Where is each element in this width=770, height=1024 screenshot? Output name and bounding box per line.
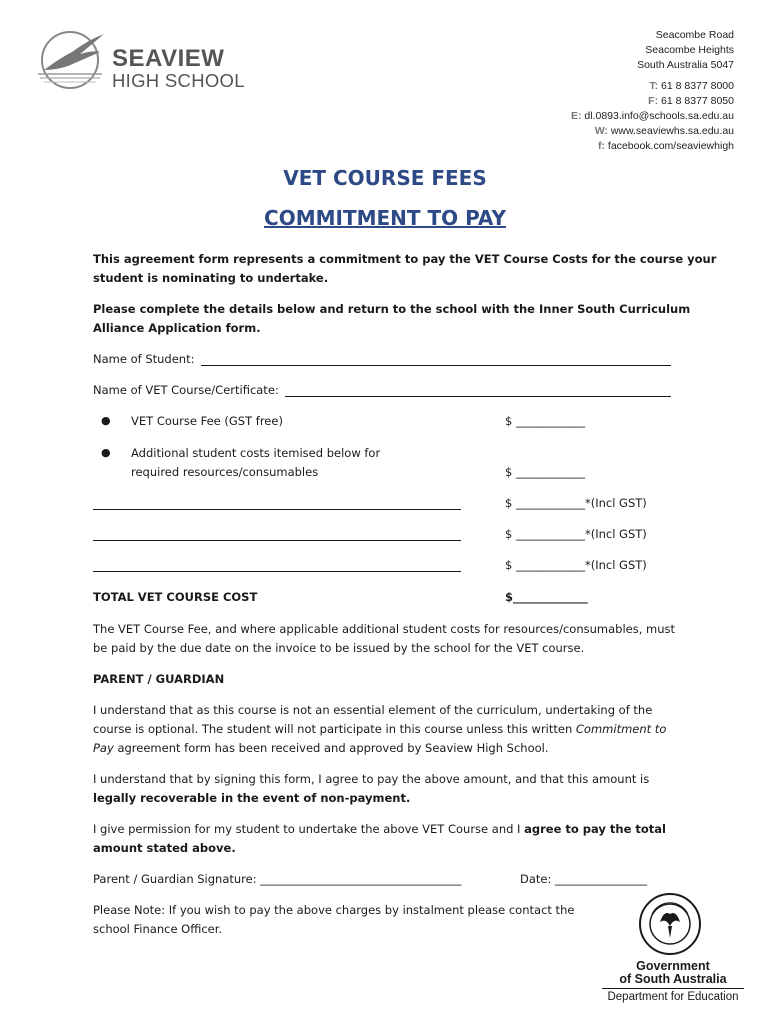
student-name-field[interactable] [201, 365, 671, 366]
payment-terms-text: be paid by the due date on the invoice to be issued by the school for the VET course. [93, 641, 585, 655]
bullet-icon: ● [101, 446, 111, 459]
signature-field[interactable]: Parent / Guardian Signature: ___________________________________ [93, 872, 462, 886]
contact-email[interactable]: E: dl.0893.info@schools.sa.edu.au [570, 110, 734, 122]
school-name [112, 47, 245, 91]
gov-line3: Department for Education [607, 991, 739, 1003]
school-name-line2: HIGH SCHOOL [112, 70, 245, 91]
agreement-text: I understand that as this course is not an essential element of the curriculum, undertaking of the [93, 703, 653, 717]
instructions-text: Please complete the details below and return to the school with the Inner South Curriculum [93, 302, 691, 316]
bullet-icon: ● [101, 414, 111, 427]
item-cost-field[interactable]: $ ____________*(Incl GST) [505, 527, 647, 541]
payment-terms-text: The VET Course Fee, and where applicable additional student costs for resources/consumables, must [93, 622, 676, 636]
item-cost-field[interactable]: $ ____________*(Incl GST) [505, 558, 647, 572]
contact-facebook[interactable]: f: facebook.com/seaviewhigh [598, 140, 734, 152]
parent-heading: PARENT / GUARDIAN [93, 672, 225, 686]
instalment-note: Please Note: If you wish to pay the above charges by instalment please contact the [93, 903, 575, 917]
instructions-text: Alliance Application form. [93, 321, 261, 335]
contact-block [571, 28, 734, 154]
total-cost-field[interactable]: $_____________ [505, 590, 588, 604]
contact-website[interactable]: W: www.seaviewhs.sa.edu.au [594, 125, 734, 137]
item-description-field[interactable] [93, 509, 461, 510]
address-line: South Australia 5047 [637, 59, 734, 71]
course-fee-field[interactable]: $ ____________ [505, 414, 585, 428]
course-name-field[interactable] [285, 396, 671, 397]
address-line: Seacombe Heights [645, 44, 734, 56]
intro-text: student is nominating to undertake. [93, 271, 329, 285]
contact-fax: F: 61 8 8377 8050 [648, 95, 734, 107]
school-name-line1: SEAVIEW [112, 45, 225, 72]
liability-text: legally recoverable in the event of non-payment. [93, 791, 411, 805]
gov-line1: Government [636, 959, 710, 973]
total-cost-label: TOTAL VET COURSE COST [93, 590, 258, 604]
contact-phone: T: 61 8 8377 8000 [649, 80, 734, 92]
date-field[interactable]: Date: ________________ [520, 872, 648, 886]
item-cost-field[interactable]: $ ____________*(Incl GST) [505, 496, 647, 510]
page-title: VET COURSE FEES [283, 166, 487, 190]
seaview-logo-icon [30, 30, 110, 90]
piping-shrike-seal-icon [638, 892, 702, 956]
permission-text: I give permission for my student to undertake the above VET Course and I agree to pay the total [93, 822, 667, 836]
course-name-label: Name of VET Course/Certificate: [93, 383, 279, 397]
student-name-label: Name of Student: [93, 352, 195, 366]
item-description-field[interactable] [93, 540, 461, 541]
instalment-note: school Finance Officer. [93, 922, 223, 936]
permission-text: amount stated above. [93, 841, 236, 855]
item-description-field[interactable] [93, 571, 461, 572]
course-fee-label: VET Course Fee (GST free) [131, 414, 283, 428]
additional-costs-label: Additional student costs itemised below for [131, 446, 381, 460]
additional-costs-label: required resources/consumables [131, 465, 319, 479]
additional-costs-field[interactable]: $ ____________ [505, 465, 585, 479]
address-line: Seacombe Road [655, 29, 734, 41]
liability-text: I understand that by signing this form, I agree to pay the above amount, and that this amount is [93, 772, 650, 786]
agreement-text: course is optional. The student will not participate in this course unless this written Commitment to [93, 722, 667, 736]
intro-text: This agreement form represents a commitment to pay the VET Course Costs for the course your [93, 252, 717, 266]
agreement-text: Pay agreement form has been received and approved by Seaview High School. [93, 741, 549, 755]
gov-line2: of South Australia [619, 972, 727, 986]
page-subtitle: COMMITMENT TO PAY [264, 206, 506, 230]
